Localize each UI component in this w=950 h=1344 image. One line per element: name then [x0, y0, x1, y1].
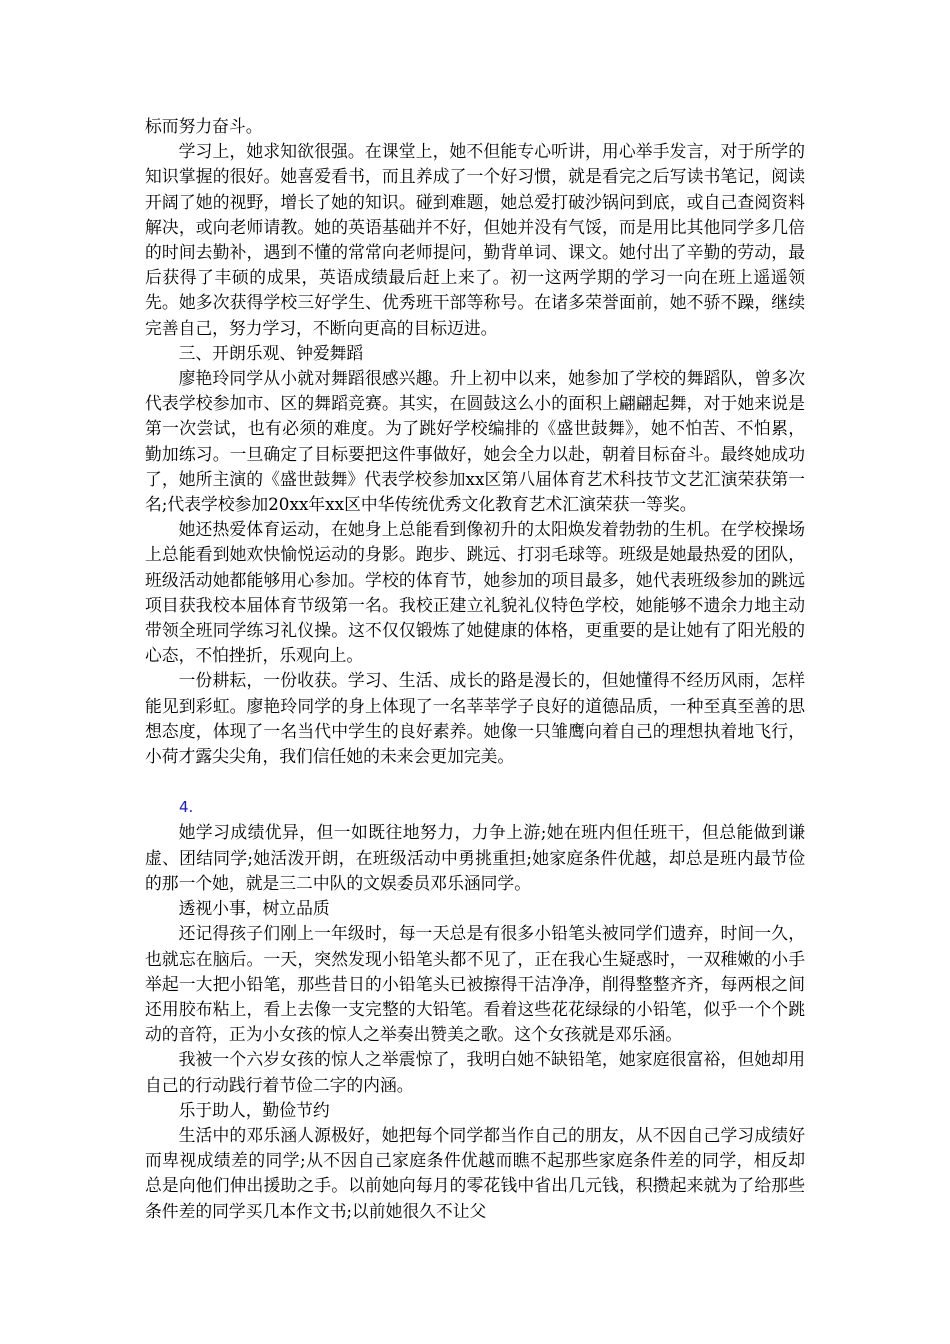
paragraph-conclusion: 一份耕耘，一份收获。学习、生活、成长的路是漫长的，但她懂得不经历风雨，怎样能见到彩虹。廖艳玲同学的身上体现了一名莘莘学子良好的道德品质，一种至真至善的思想态度，体现了一名当代中学生的良好素养。她像一只雏鹰向着自己的理想执着地飞行，小荷才露尖尖角，我们信任她的未来会更加完美。: [145, 670, 805, 767]
section-number: 4.: [179, 798, 194, 817]
section-heading-dance: 三、开朗乐观、钟爱舞蹈: [178, 342, 364, 363]
paragraph-sports: 她还热爱体育运动，在她身上总能看到像初升的太阳焕发着勃勃的生机。在学校操场上总能看到她欢快愉悦运动的身影。跑步、跳远、打羽毛球等。班级是她最热爱的团队，班级活动她都能够用心参加。学校的体育节，她参加的项目最多，她代表班级参加的跳远项目获我校本届体育节级第一名。我校正建立礼貌礼仪特色学校，她能够不遗余力地主动带领全班同学练习礼仪操。这不仅仅锻炼了她健康的体格，更重要的是让她有了阳光般的心态，不怕挫折，乐观向上。: [145, 519, 805, 666]
paragraph-pencil-story: 还记得孩子们刚上一年级时，每一天总是有很多小铅笔头被同学们遗弃，时间一久，也就忘在脑后。一天，突然发现小铅笔头都不见了，正在我心生疑惑时，一双稚嫩的小手举起一大把小铅笔，那些昔日的小铅笔头已被擦得干洁净净，削得整整齐齐，每两根之间还用胶布粘上，看上去像一支完整的大铅笔。看着这些花花绿绿的小铅笔，似乎一个个跳动的音符，正为小女孩的惊人之举奏出赞美之歌。这个女孩就是邓乐涵。: [145, 923, 805, 1045]
paragraph-helping: 生活中的邓乐涵人源极好，她把每个同学都当作自己的朋友，从不因自己学习成绩好而卑视成绩差的同学;从不因自己家庭条件优越而瞧不起那些家庭条件差的同学，相反却总是向他们伸出援助之手。以前她向每月的零花钱中省出几元钱，积攒起来就为了给那些条件差的同学买几本作文书;以前她很久不让父: [145, 1124, 805, 1221]
section-heading-quality: 透视小事，树立品质: [178, 898, 330, 919]
paragraph-intro: 她学习成绩优异，但一如既往地努力，力争上游;她在班内但任班干，但总能做到谦虚、团结同学;她活泼开朗，在班级活动中勇挑重担;她家庭条件优越，却总是班内最节俭的那一个她，就是三二中队的文娱委员邓乐涵同学。: [145, 822, 805, 893]
paragraph-reflection: 我被一个六岁女孩的惊人之举震惊了，我明白她不缺铅笔，她家庭很富裕，但她却用自己的行动践行着节俭二字的内涵。: [145, 1049, 805, 1095]
opening-fragment: 标而努力奋斗。: [145, 116, 263, 136]
paragraph-dance: 廖艳玲同学从小就对舞蹈很感兴趣。升上初中以来，她参加了学校的舞蹈队，曾多次代表学校参加市、区的舞蹈竞赛。其实，在圆鼓这么小的面积上翩翩起舞，对于她来说是第一次尝试，也有必须的难度。为了跳好学校编排的《盛世鼓舞》，她不怕苦、不怕累，勤加练习。一旦确定了目标要把这件事做好，她会全力以赴，朝着目标奋斗。最终她成功了，她所主演的《盛世鼓舞》代表学校参加xx区第八届体育艺术科技节文艺汇演荣获第一名;代表学校参加20xx年xx区中华传统优秀文化教育艺术汇演荣获一等奖。: [145, 368, 805, 515]
paragraph-study: 学习上，她求知欲很强。在课堂上，她不但能专心听讲，用心举手发言，对于所学的知识掌握的很好。她喜爱看书，而且养成了一个好习惯，就是看完之后写读书笔记，阅读开阔了她的视野，增长了她的知识。碰到难题，她总爱打破沙锅问到底，或自己查阅资料解决，或向老师请教。她的英语基础并不好，但她并没有气馁，而是用比其他同学多几倍的时间去勤补，遇到不懂的常常向老师提问，勤背单词、课文。她付出了辛勤的劳动，最后获得了丰硕的成果，英语成绩最后赶上来了。初一这两学期的学习一向在班上遥遥领先。她多次获得学校三好学生、优秀班干部等称号。在诸多荣誉面前，她不骄不躁，继续完善自己，努力学习，不断向更高的目标迈进。: [145, 141, 805, 338]
document-page: [145, 114, 805, 1224]
section-heading-helping: 乐于助人，勤俭节约: [178, 1099, 330, 1120]
